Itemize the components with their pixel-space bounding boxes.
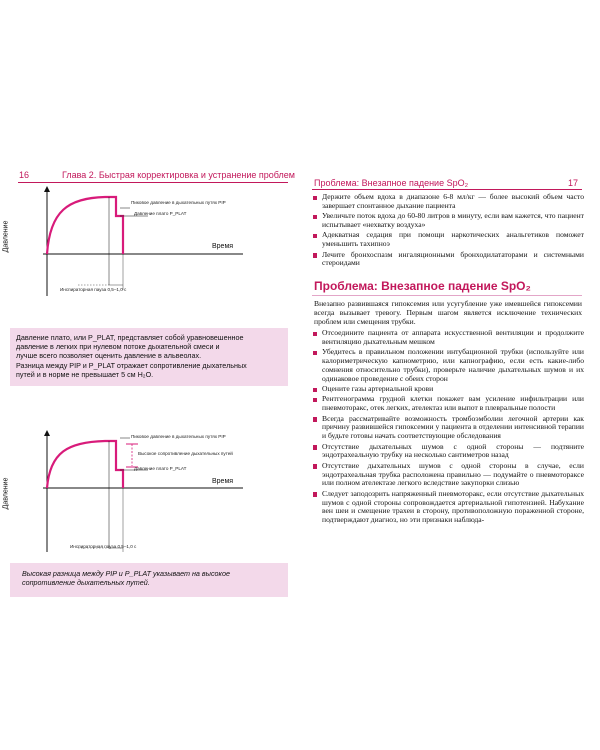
running-header-title: Проблема: Внезапное падение SpO₂ <box>314 178 469 188</box>
list-item: Увеличьте поток вдоха до 60-80 литров в минуту, если вам кажется, что пациент испытывает «нехватку воздуха» <box>312 212 584 230</box>
chapter-title: Глава 2. Быстрая корректировка и устранение проблем <box>62 170 295 180</box>
caption-line: сопротивление дыхательных путей. <box>22 578 150 588</box>
list-item: Держите объем вдоха в диапазоне 6-8 мл/кг — более высокий объем часто завершает спонтанное дыхание пациента <box>312 193 584 211</box>
tachypnea-recommendations <box>312 193 584 270</box>
list-item: Убедитесь в правильном положении интубационной трубки (используйте или калориметрическую капнометрию, или капнографию, если есть какие-либо сомнения относительно трубки), проверьте наличие дыхательных шумов и их одинаковое проведение с обеих сторон <box>312 348 584 383</box>
time-axis-label: Время <box>212 243 234 250</box>
caption-line: Давление плато, или P_PLAT, представляет собой уравновешенное <box>16 333 244 342</box>
list-item: Отсутствие дыхательных шумов с одной стороны — подтяните эндотрахеальную трубку на несколько сантиметров назад <box>312 443 584 461</box>
caption-high-resistance <box>10 563 288 597</box>
pressure-axis-label: Давление <box>2 477 10 510</box>
left-page-number: 16 <box>19 170 30 180</box>
pressure-time-figure-high-resistance <box>18 430 293 555</box>
caption-line: Разница между PIP и P_PLAT отражает сопротивление дыхательных <box>16 360 247 370</box>
list-item: Следует заподозрить напряженный пневмоторакс, если отсутствие дыхательных шумов с одной стороны сопровождается артериальной гипотензией. Набухание вен шеи и смещение трахеи в сторону, противоположную пораженной стороне, подтверждают диагноз, но эти признаки наблюда- <box>312 490 584 525</box>
pressure-axis-label: Давление <box>2 220 10 253</box>
pip-label: Пиковое давление в дыхательных путях PIP <box>131 434 226 439</box>
right-page-number: 17 <box>568 178 579 188</box>
plateau-label: Давление плато P_PLAT <box>134 466 187 471</box>
hypoxemia-checklist <box>312 329 584 526</box>
list-item: Адекватная седация при помощи наркотических анальгетиков поможет уменьшить тахипноэ <box>312 231 584 249</box>
list-item: Отсутствие дыхательных шумов с одной стороны в случае, если эндотрахеальная трубка расположена правильно — подумайте о пневмотораксе или полном ателектазе легкого вследствие закупорки слизью <box>312 462 584 488</box>
pip-label: Пиковое давление в дыхательных путях PIP <box>131 200 226 205</box>
right-header-rule <box>312 189 582 190</box>
pause-label: Инспираторная пауза 0,5–1,0 с <box>60 287 127 292</box>
pressure-waveform-high-resistance <box>18 430 293 555</box>
high-resistance-label: Высокое сопротивление дыхательных путей <box>138 451 233 456</box>
list-item: Лечите бронхоспазм ингаляционными бронходилататорами и системными стероидами <box>312 251 584 269</box>
caption-line: Высокая разница между PIP и P_PLAT указывает на высокое <box>22 569 230 578</box>
caption-plateau-pressure <box>10 328 288 386</box>
time-axis-label: Время <box>212 478 234 485</box>
pause-label: Инспираторная пауза 0,5–1,0 с <box>70 544 137 549</box>
caption-line: лучше всего позволяет оценить давление в альвеолах. <box>16 351 202 361</box>
list-item: Оцените газы артериальной крови <box>312 385 584 394</box>
list-item: Всегда рассматривайте возможность тромбоэмболии легочной артерии как причину развившейся гипоксемии у пациента в отделении интенсивной терапии и будьте готовы начать соответствующие обследования <box>312 415 584 441</box>
list-item: Рентгенограмма грудной клетки покажет вам усиление инфильтрации или пневмоторакс, отек легких, ателектаз или выпот в плевральные полости <box>312 395 584 413</box>
list-item: Отсоедините пациента от аппарата искусственной вентиляции и продолжите вентиляцию дыхательным мешком <box>312 329 584 347</box>
section-title: Проблема: Внезапное падение SpO₂ <box>314 279 531 293</box>
plateau-label: Давление плато P_PLAT <box>134 211 187 216</box>
section-rule <box>312 295 582 296</box>
caption-line: путей и в норме не превышает 5 см H₂O. <box>16 369 154 379</box>
left-header-rule <box>18 182 288 183</box>
caption-line: давление в легких при нулевом потоке дыхательной смеси и <box>16 342 220 352</box>
intro-paragraph: Внезапно развившаяся гипоксемия или усугубление уже имевшейся гипоксемии всегда вызывает тревогу. Первым шагом является исключение технических проблем или смещения трубки. <box>314 299 582 326</box>
